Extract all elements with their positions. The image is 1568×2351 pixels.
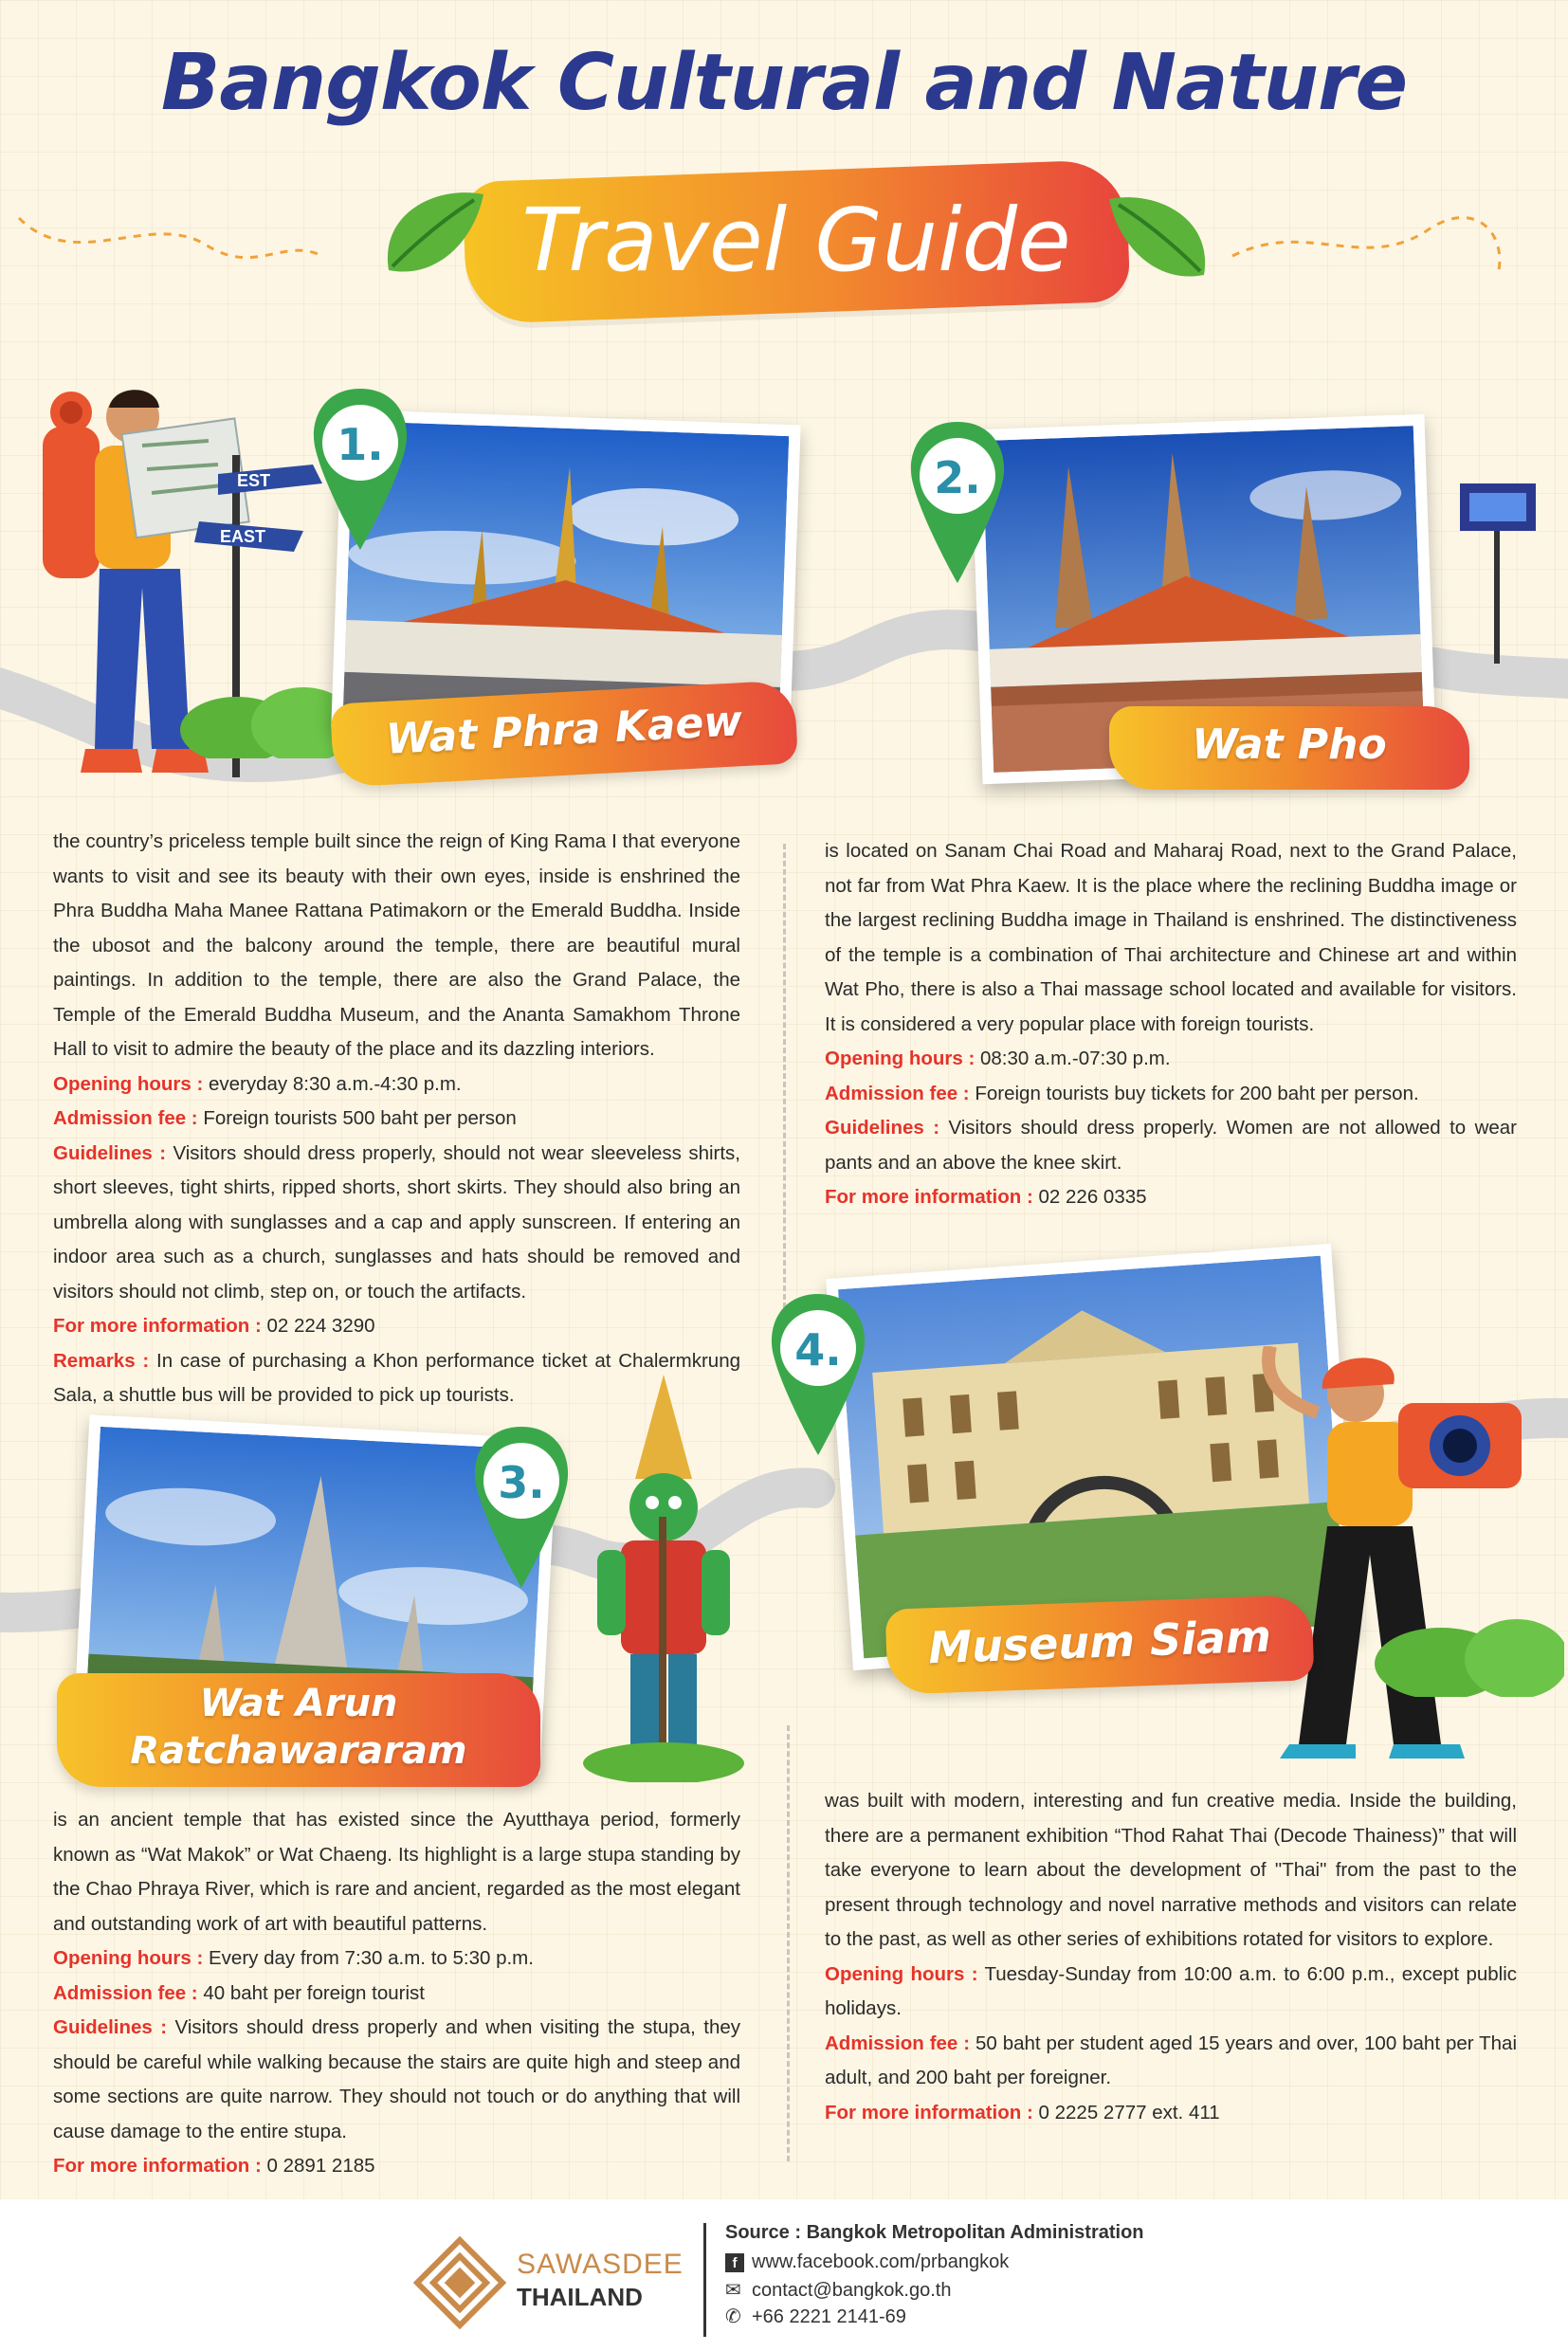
place-2-guidelines: Guidelines : Visitors should dress properly. Women are not allowed to wear pants and an above the knee skirt. <box>825 1117 1518 1174</box>
place-3-admission: Admission fee : 40 baht per foreign tourist <box>53 1981 425 2004</box>
place-4-name: Museum Siam <box>927 1610 1272 1674</box>
place-3-opening: Opening hours : Every day from 7:30 a.m. to 5:30 p.m. <box>53 1947 534 1969</box>
facebook-row[interactable]: f www.facebook.com/prbangkok <box>725 2251 1009 2273</box>
place-2-text <box>825 834 1517 1215</box>
facebook-icon: f <box>725 2253 744 2272</box>
place-1-name: Wat Phra Kaew <box>384 697 744 764</box>
place-1-guidelines: Guidelines : Visitors should dress properly, should not wear sleeveless shirts, short sleeves, tight shirts, ripped shorts, short skirts. They should also bring an umbrella along with sunglasses and a cap and apply sunscreen. If entering an indoor area such as a church, sunglasses and hats should be removed and visitors should not climb, step on, or touch the artifacts. <box>53 1141 740 1303</box>
column-divider-top <box>783 844 786 1308</box>
pin-2-number: 2. <box>934 452 981 503</box>
brand-line1: SAWASDEE <box>517 2249 684 2280</box>
place-4-admission: Admission fee : 50 baht per student aged 15 years and over, 100 baht per Thai adult, and 200 baht per foreigner. <box>825 2032 1517 2088</box>
brand-line2: THAILAND <box>517 2283 643 2311</box>
place-2-info: For more information : 02 226 0335 <box>825 1186 1147 1208</box>
place-1-text <box>53 825 740 1413</box>
page-title: Bangkok Cultural and Nature <box>160 38 1408 128</box>
pin-4-number: 4. <box>794 1324 842 1376</box>
column-divider-bottom <box>787 1725 790 2161</box>
bush-2 <box>1375 1593 1564 1697</box>
place-2-opening: Opening hours : 08:30 a.m.-07:30 p.m. <box>825 1048 1171 1069</box>
pin-3-number: 3. <box>498 1457 545 1508</box>
place-3-name-line2: Ratchawararam <box>130 1729 467 1773</box>
footer <box>0 2199 1568 2351</box>
place-2-description: is located on Sanam Chai Road and Maharaj Road, next to the Grand Palace, not far from Wat Phra Kaew. It is the place where the reclining Buddha image or the largest reclining Buddha image in Thailand is enshrined. The distinctiveness of the temple is a combination of Thai architecture and Chinese art and within Wat Pho, there is also a Thai massage school located and available for visitors. It is considered a very popular place with foreign tourists. <box>825 840 1517 1035</box>
phone-row[interactable]: ✆ +66 2221 2141-69 <box>725 2306 906 2327</box>
place-1-opening: Opening hours : everyday 8:30 a.m.-4:30 p.m. <box>53 1072 462 1095</box>
photographer-illustration <box>1213 1346 1555 1763</box>
pin-2-icon <box>905 417 1010 588</box>
footer-divider <box>703 2223 706 2337</box>
street-lamp-icon <box>1450 474 1545 664</box>
signpost-top-text: EST <box>237 471 271 490</box>
place-1-info: For more information : 02 224 3290 <box>53 1315 375 1337</box>
place-4-description: was built with modern, interesting and fun creative media. Inside the building, there are a permanent exhibition “Thod Rahat Thai (Decode Thainess)” that will take everyone to learn about the development of "Thai" from the past to the present through technology and novel narrative methods and visitors can relate to the past, as well as other series of exhibitions rotated for visitors to explore. <box>825 1790 1517 1950</box>
place-3-description: is an ancient temple that has existed since the Ayutthaya period, formerly known as “Wat Makok” or Wat Chaeng. Its highlight is a large stupa standing by the Chao Phraya River, which is rare and ancient, regarded as the most elegant and outstanding work of art with beautiful patterns. <box>53 1809 740 1935</box>
place-2-admission: Admission fee : Foreign tourists buy tickets for 200 baht per person. <box>825 1082 1419 1104</box>
pin-4-icon <box>766 1289 870 1460</box>
signpost-bottom-text: EAST <box>220 527 266 546</box>
place-4-info: For more information : 0 2225 2777 ext. 411 <box>825 2101 1220 2123</box>
page-subtitle: Travel Guide <box>521 190 1071 291</box>
pin-1-icon <box>308 384 412 555</box>
place-4-text <box>825 1784 1517 2130</box>
place-3-info: For more information : 0 2891 2185 <box>53 2155 375 2177</box>
sawasdee-logo-icon <box>412 2235 507 2330</box>
email-row[interactable]: ✉ contact@bangkok.go.th <box>725 2280 952 2301</box>
place-1-remarks: Remarks : In case of purchasing a Khon performance ticket at Chalermkrung Sala, a shuttle bus will be provided to pick up tourists. <box>53 1349 740 1406</box>
place-3-name-line1: Wat Arun <box>199 1682 398 1725</box>
pin-3-icon <box>469 1422 574 1593</box>
place-1-description: the country’s priceless temple built since the reign of King Rama I that everyone wants to visit and see its beauty with their own eyes, inside is enshrined the Phra Buddha Maha Manee Rattana Patimakorn or the Emerald Buddha. Inside the ubosot and the balcony around the temple, there are beautiful mural paintings. In addition to the temple, there are also the Grand Palace, the Temple of the Emerald Buddha Museum, and the Ananta Samakhom Throne Hall to visit to admire the beauty of the place and its dazzling interiors. <box>53 830 740 1060</box>
giant-guardian-illustration <box>578 1375 749 1782</box>
place-3-text <box>53 1803 740 2184</box>
phone-icon: ✆ <box>725 2306 741 2327</box>
place-4-opening: Opening hours : Tuesday-Sunday from 10:00 a.m. to 6:00 p.m., except public holidays. <box>825 1962 1518 2019</box>
place-1-admission: Admission fee : Foreign tourists 500 baht per person <box>53 1107 517 1129</box>
source-text: Source : Bangkok Metropolitan Administration <box>725 2222 1144 2243</box>
place-2-name: Wat Pho <box>1192 720 1387 769</box>
mail-icon: ✉ <box>725 2280 741 2301</box>
pin-1-number: 1. <box>337 419 384 470</box>
place-3-guidelines: Guidelines : Visitors should dress properly and when visiting the stupa, they should be careful while walking because the stairs are quite high and steep and some sections are quite narrow. They should not touch or do anything that will cause damage to the entire stupa. <box>53 2016 740 2142</box>
place-3-name <box>57 1680 540 1775</box>
